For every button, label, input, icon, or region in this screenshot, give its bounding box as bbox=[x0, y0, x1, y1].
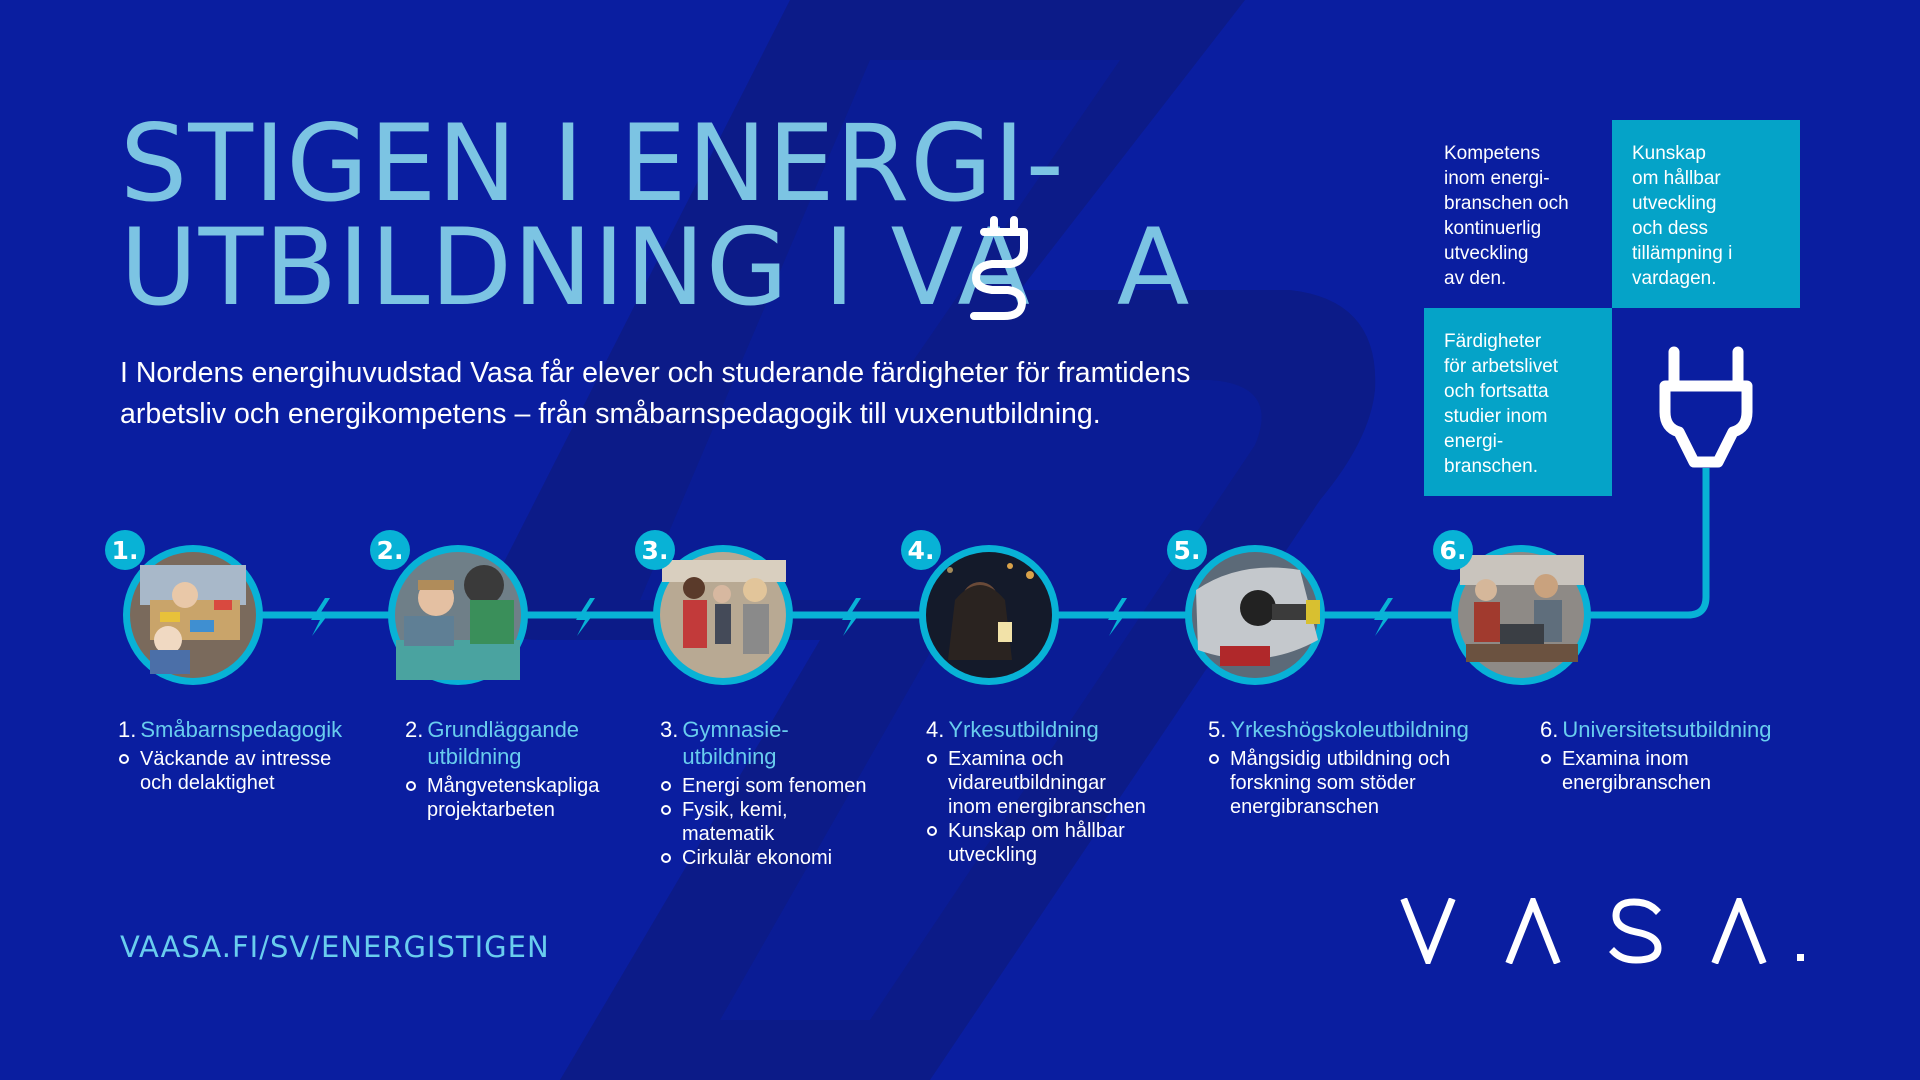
stage-university: 6. Universitetsutbildning Examina inom energibranschen bbox=[1540, 716, 1830, 795]
stage-polytechnic: 5. Yrkeshögskoleutbildning Mångsidig utbildning och forskning som stöder energibranschen bbox=[1208, 716, 1508, 819]
title-line-1: STIGEN I ENERGI- bbox=[120, 102, 1065, 225]
stage-vocational: 4. Yrkesutbildning Examina och vidareutbildningar inom energibranschen Kunskap om hållbar utveckling bbox=[926, 716, 1196, 867]
stage-bullet: Fysik, kemi, matematik bbox=[660, 798, 910, 846]
title-line-2-end: A bbox=[1116, 206, 1191, 329]
intro-line-1: I Nordens energihuvudstad Vasa får elever och studerande färdigheter för framtidens bbox=[120, 357, 1191, 389]
photo-early-childhood bbox=[123, 545, 263, 685]
stage-bullet: Mångsidig utbildning och forskning som stöder energibranschen bbox=[1208, 747, 1508, 819]
stage-bullet: Examina inom energibranschen bbox=[1540, 747, 1830, 795]
competence-box-skills: Färdigheter för arbetslivet och fortsatta studier inom energi- branschen. bbox=[1424, 308, 1612, 496]
stage-title: Gymnasie- utbildning bbox=[682, 717, 789, 769]
stage-title: Småbarnspedagogik bbox=[140, 717, 343, 742]
badge-stage-1: 1. bbox=[105, 530, 145, 570]
badge-stage-2: 2. bbox=[370, 530, 410, 570]
stage-title: Grundläggande utbildning bbox=[427, 717, 580, 769]
website-link[interactable]: VAASA.FI/SV/ENERGISTIGEN bbox=[120, 930, 550, 964]
photo-university bbox=[1451, 545, 1591, 685]
badge-stage-3: 3. bbox=[635, 530, 675, 570]
badge-stage-4: 4. bbox=[901, 530, 941, 570]
photo-upper-secondary bbox=[653, 545, 793, 685]
stage-title: Universitetsutbildning bbox=[1562, 717, 1772, 742]
stage-bullet: Väckande av intresse och delaktighet bbox=[118, 747, 378, 795]
stage-basic-education: 2. Grundläggande utbildning Mångvetenskapliga projektarbeten bbox=[405, 716, 645, 822]
badge-stage-6: 6. bbox=[1433, 530, 1473, 570]
stage-title: Yrkeshögskoleutbildning bbox=[1230, 717, 1469, 742]
photo-vocational bbox=[919, 545, 1059, 685]
stage-upper-secondary: 3. Gymnasie- utbildning Energi som fenomen Fysik, kemi, matematik Cirkulär ekonomi bbox=[660, 716, 910, 870]
photo-basic-education bbox=[388, 545, 528, 685]
stage-bullet: Examina och vidareutbildningar inom energibranschen bbox=[926, 747, 1196, 819]
plug-icon bbox=[1665, 352, 1747, 462]
intro-line-2: arbetsliv och energikompetens – från småbarnspedagogik till vuxenutbildning. bbox=[120, 398, 1101, 430]
photo-polytechnic bbox=[1185, 545, 1325, 685]
stage-bullet: Energi som fenomen bbox=[660, 774, 910, 798]
stage-bullet: Mångvetenskapliga projektarbeten bbox=[405, 774, 645, 822]
stage-bullet: Cirkulär ekonomi bbox=[660, 846, 910, 870]
competence-box-energy: Kompetens inom energi- branschen och kontinuerlig utveckling av den. bbox=[1424, 120, 1612, 308]
stage-bullet: Kunskap om hållbar utveckling bbox=[926, 819, 1196, 867]
stage-title: Yrkesutbildning bbox=[948, 717, 1099, 742]
title-line-2-text: UTBILDNING I VA bbox=[120, 206, 1031, 329]
stage-early-childhood: 1. Småbarnspedagogik Väckande av intresse och delaktighet bbox=[118, 716, 378, 795]
badge-stage-5: 5. bbox=[1167, 530, 1207, 570]
vasa-logo bbox=[1400, 898, 1810, 964]
competence-box-sustainability: Kunskap om hållbar utveckling och dess tillämpning i vardagen. bbox=[1612, 120, 1800, 308]
